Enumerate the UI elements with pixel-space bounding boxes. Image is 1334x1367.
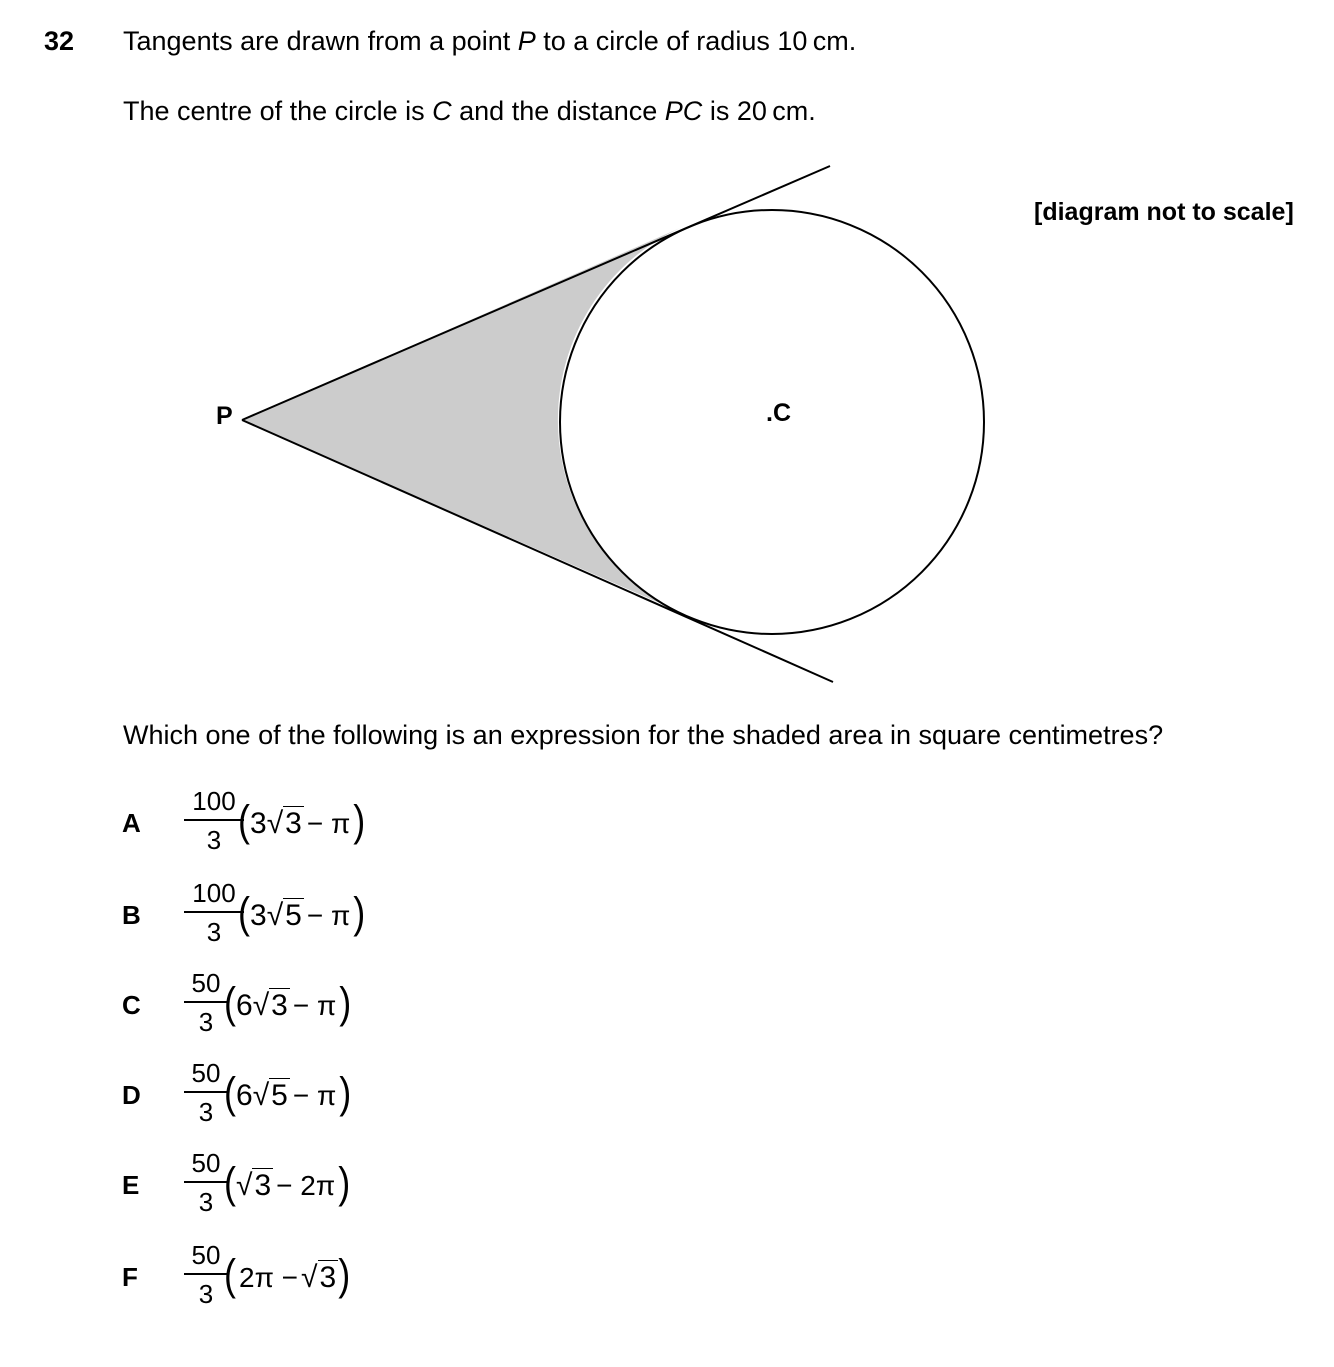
open-paren: (	[224, 1249, 236, 1299]
option-a[interactable]	[118, 786, 518, 866]
denominator: 3	[198, 1097, 214, 1127]
remainder: − π	[292, 990, 337, 1021]
numerator: 50	[191, 1148, 221, 1178]
open-paren: (	[224, 977, 236, 1027]
option-e[interactable]	[118, 1148, 518, 1228]
denominator: 3	[206, 917, 222, 947]
fraction-bar	[184, 1181, 228, 1183]
radical-sign: √	[266, 807, 284, 840]
fraction-bar	[184, 1001, 228, 1003]
option-letter: A	[122, 808, 141, 838]
denominator: 3	[206, 825, 222, 855]
numerator: 50	[191, 1240, 221, 1270]
square-root	[267, 804, 304, 841]
remainder: − π	[306, 808, 351, 839]
bracket-expression	[238, 795, 366, 845]
radical-sign: √	[301, 1261, 318, 1294]
fraction	[184, 968, 228, 1037]
option-letter: B	[122, 900, 141, 930]
fraction-bar	[184, 1273, 228, 1275]
fraction-bar	[184, 1091, 228, 1093]
radical-sign: √	[252, 989, 270, 1022]
square-root	[301, 1258, 338, 1295]
line2-var-c: C	[432, 96, 452, 126]
radical-sign: √	[266, 899, 284, 932]
fraction-bar	[184, 911, 244, 913]
line2-text-b: and the distance	[451, 96, 665, 126]
line1-text-a: Tangents are drawn from a point	[123, 26, 518, 56]
option-letter: F	[122, 1262, 138, 1292]
coefficient: 6	[236, 1079, 253, 1112]
point-p-label: P	[216, 402, 233, 430]
radicand: 5	[271, 1079, 288, 1112]
close-paren: )	[353, 795, 366, 845]
denominator: 3	[198, 1007, 214, 1037]
radicand: 3	[285, 807, 302, 840]
remainder: − π	[306, 900, 351, 931]
fraction	[184, 878, 244, 947]
option-letter: D	[122, 1080, 141, 1110]
bracket-expression	[224, 977, 352, 1027]
close-paren: )	[338, 1249, 351, 1299]
open-paren: (	[238, 795, 250, 845]
denominator: 3	[198, 1187, 214, 1217]
fraction-bar	[184, 819, 244, 821]
fraction	[184, 1240, 228, 1309]
close-paren: )	[353, 887, 366, 937]
line1-var-p: P	[517, 26, 536, 56]
remainder: − 2π	[276, 1170, 336, 1201]
square-root	[236, 1166, 273, 1203]
line2-var-pc: PC	[664, 96, 703, 126]
coefficient: 3	[250, 899, 267, 932]
numerator: 50	[191, 968, 221, 998]
option-f[interactable]	[118, 1240, 518, 1320]
option-c[interactable]	[118, 968, 518, 1048]
option-letter: C	[122, 990, 141, 1020]
numerator: 100	[192, 786, 236, 816]
open-paren: (	[224, 1067, 236, 1117]
fraction	[184, 1058, 228, 1127]
bracket-expression	[224, 1249, 351, 1299]
option-b[interactable]	[118, 878, 518, 958]
radicand: 5	[285, 899, 302, 932]
close-paren: )	[339, 977, 352, 1027]
denominator: 3	[198, 1279, 214, 1309]
question-prompt: Which one of the following is an expression for the shaded area in square centimetres?	[123, 720, 1164, 750]
numerator: 100	[192, 878, 236, 908]
numerator: 50	[191, 1058, 221, 1088]
coefficient: 6	[236, 989, 253, 1022]
line2-text-a: The centre of the circle is	[123, 96, 433, 126]
radicand: 3	[319, 1261, 337, 1294]
centre-c-label: .C	[766, 399, 791, 427]
option-d[interactable]	[118, 1058, 518, 1138]
bracket-expression	[224, 1157, 351, 1207]
question-number: 32	[44, 26, 75, 56]
close-paren: )	[339, 1067, 352, 1117]
radical-sign: √	[252, 1079, 270, 1112]
fraction	[184, 786, 244, 855]
open-paren: (	[224, 1157, 236, 1207]
fraction	[184, 1148, 228, 1217]
diagram-note: [diagram not to scale]	[1034, 198, 1294, 226]
square-root	[267, 896, 304, 933]
lead-term: 2π −	[239, 1262, 299, 1293]
square-root	[253, 1076, 290, 1113]
option-letter: E	[122, 1170, 140, 1200]
close-paren: )	[338, 1157, 351, 1207]
radicand: 3	[254, 1169, 272, 1202]
line2-text-c: is 20 cm.	[702, 96, 816, 126]
open-paren: (	[238, 887, 250, 937]
square-root	[253, 986, 290, 1023]
radical-sign: √	[236, 1169, 253, 1202]
shaded-region	[242, 228, 680, 612]
bracket-expression	[238, 887, 366, 937]
radicand: 3	[271, 989, 288, 1022]
coefficient: 3	[250, 807, 267, 840]
remainder: − π	[292, 1080, 337, 1111]
line1-text-b: to a circle of radius 10 cm.	[535, 26, 857, 56]
bracket-expression	[224, 1067, 352, 1117]
